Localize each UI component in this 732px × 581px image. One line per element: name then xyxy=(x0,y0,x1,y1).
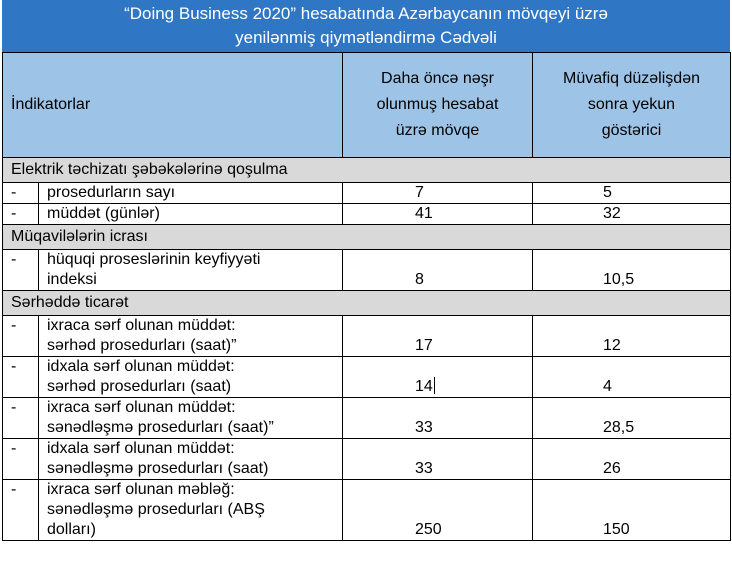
header-previous-line: Daha öncə nəşr xyxy=(381,70,494,87)
row-indicator-line: idxala sərf olunan müddət: xyxy=(47,358,235,375)
section-title: Müqavilələrin icrası xyxy=(3,225,731,250)
row-indicator xyxy=(39,357,343,398)
row-previous-value-text: 14 xyxy=(415,378,433,395)
row-dash: - xyxy=(3,316,39,357)
row-indicator-line: hüquqi proseslərinin keyfiyyəti xyxy=(47,251,261,268)
row-final-value: 26 xyxy=(533,439,731,480)
row-indicator-line: prosedurların sayı xyxy=(47,184,176,201)
position-table xyxy=(2,52,731,541)
table-row xyxy=(3,439,731,480)
section-row xyxy=(3,291,731,316)
section-title: Sərhəddə ticarət xyxy=(3,291,731,316)
table-row xyxy=(3,250,731,291)
row-indicator-line: sərhəd prosedurları (saat) xyxy=(47,378,232,395)
section-row xyxy=(3,158,731,183)
table-row xyxy=(3,398,731,439)
row-previous-value: 8 xyxy=(343,250,533,291)
row-previous-value: 250 xyxy=(343,480,533,541)
row-final-value: 4 xyxy=(533,357,731,398)
row-indicator-line: idxala sərf olunan müddət: xyxy=(47,440,235,457)
row-final-value: 32 xyxy=(533,204,731,225)
row-previous-value: 33 xyxy=(343,398,533,439)
row-indicator-line: ixraca sərf olunan məbləğ: xyxy=(47,481,235,498)
row-indicator xyxy=(39,250,343,291)
text-cursor xyxy=(434,377,435,394)
header-final-line: göstərici xyxy=(601,122,662,139)
row-indicator xyxy=(39,480,343,541)
table-row xyxy=(3,357,731,398)
row-previous-value xyxy=(343,357,533,398)
row-dash: - xyxy=(3,357,39,398)
row-indicator-line: müddət (günlər) xyxy=(47,205,160,222)
row-indicator-line: indeksi xyxy=(47,271,97,288)
row-dash: - xyxy=(3,398,39,439)
row-indicator-line: dolları) xyxy=(47,521,96,538)
row-indicator xyxy=(39,204,343,225)
row-indicator xyxy=(39,183,343,204)
table-row xyxy=(3,204,731,225)
row-indicator-line: ixraca sərf olunan müddət: xyxy=(47,317,236,334)
row-previous-value: 7 xyxy=(343,183,533,204)
row-indicator-line: sənədləşmə prosedurları (saat) xyxy=(47,460,269,477)
table-row xyxy=(3,316,731,357)
row-previous-value: 17 xyxy=(343,316,533,357)
row-previous-value: 33 xyxy=(343,439,533,480)
header-final-indicator xyxy=(533,53,731,158)
header-indicators: İndikatorlar xyxy=(3,53,343,158)
row-dash: - xyxy=(3,480,39,541)
row-previous-value: 41 xyxy=(343,204,533,225)
table-row xyxy=(3,480,731,541)
row-indicator-line: sənədləşmə prosedurları (saat)” xyxy=(47,419,274,436)
row-indicator xyxy=(39,439,343,480)
header-previous-line: olunmuş hesabat xyxy=(376,96,499,113)
row-indicator-line: sənədləşmə prosedurları (ABŞ xyxy=(47,501,265,518)
row-indicator xyxy=(39,398,343,439)
row-final-value: 5 xyxy=(533,183,731,204)
row-dash: - xyxy=(3,183,39,204)
header-previous-position xyxy=(343,53,533,158)
row-final-value: 12 xyxy=(533,316,731,357)
row-final-value: 28,5 xyxy=(533,398,731,439)
row-indicator-line: sərhəd prosedurları (saat)” xyxy=(47,337,237,354)
row-dash: - xyxy=(3,250,39,291)
table-row xyxy=(3,183,731,204)
row-final-value: 150 xyxy=(533,480,731,541)
section-title: Elektrik təchizatı şəbəkələrinə qoşulma xyxy=(3,158,731,183)
row-final-value: 10,5 xyxy=(533,250,731,291)
header-previous-line: üzrə mövqe xyxy=(395,122,480,139)
header-final-line: Müvafiq düzəlişdən xyxy=(563,70,700,87)
row-indicator xyxy=(39,316,343,357)
row-dash: - xyxy=(3,204,39,225)
table-title-line-1: “Doing Business 2020” hesabatında Azərbaycanın mövqeyi üzrə xyxy=(124,4,608,23)
section-row xyxy=(3,225,731,250)
header-final-line: sonra yekun xyxy=(587,96,676,113)
row-dash: - xyxy=(3,439,39,480)
table-title xyxy=(2,0,730,52)
header-row xyxy=(3,53,731,158)
table-title-line-2: yenilənmiş qiymətləndirmə Cədvəli xyxy=(235,28,497,47)
row-indicator-line: ixraca sərf olunan müddət: xyxy=(47,399,236,416)
